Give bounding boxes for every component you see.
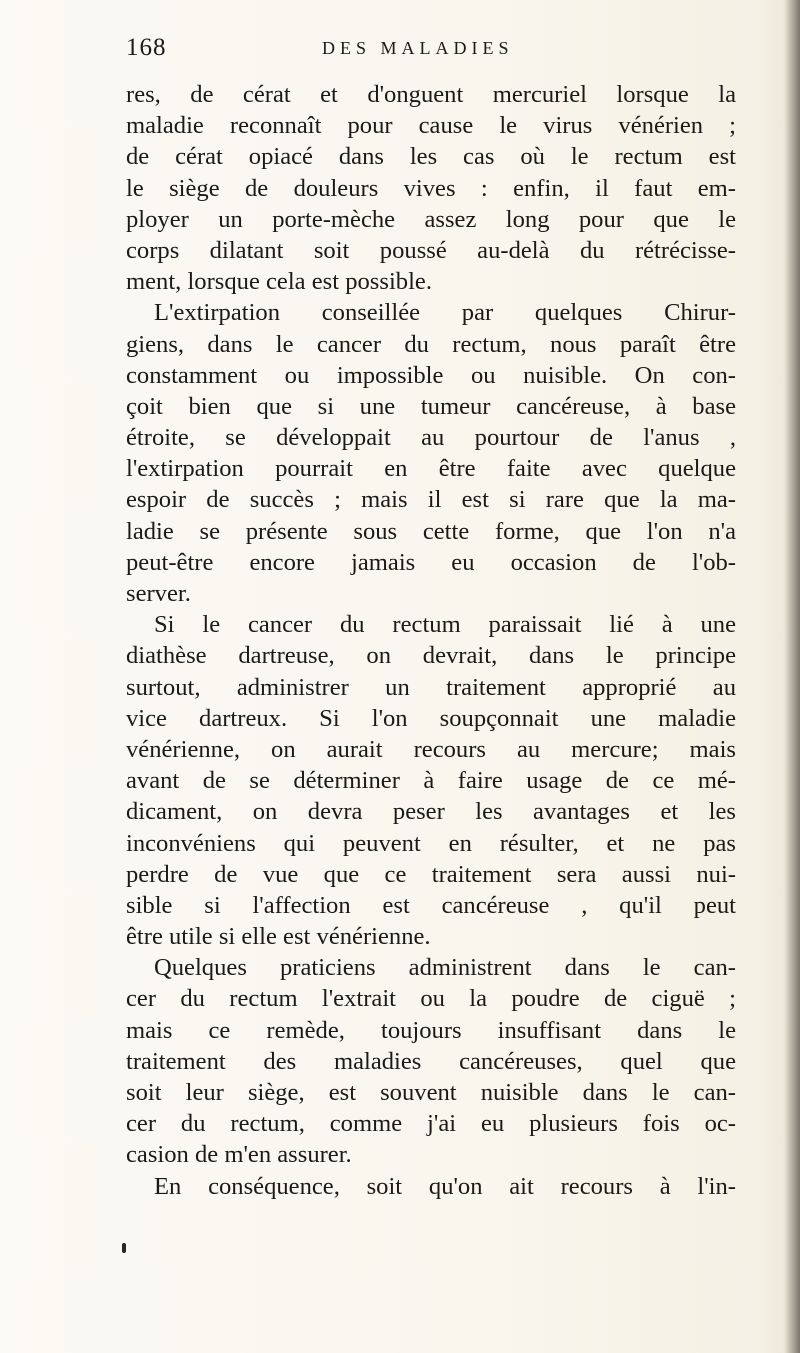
text-line: le siège de douleurs vives : enfin, il faut em- xyxy=(126,174,736,202)
text-line: çoit bien que si une tumeur cancéreuse, à base xyxy=(126,392,736,420)
text-line: avant de se déterminer à faire usage de ce mé- xyxy=(126,767,736,795)
text-line: de cérat opiacé dans les cas où le rectum est xyxy=(126,143,736,171)
ink-speck xyxy=(122,1243,126,1253)
text-line: sible si l'affection est cancéreuse , qu'il peut xyxy=(126,891,736,919)
text-line: ment, lorsque cela est possible. xyxy=(126,268,432,296)
text-line: Si le cancer du rectum paraissait lié à une xyxy=(154,611,736,639)
text-line: inconvéniens qui peuvent en résulter, et ne pas xyxy=(126,829,736,857)
page-number: 168 xyxy=(126,34,167,61)
text-line: soit leur siège, est souvent nuisible dans le can- xyxy=(126,1079,736,1106)
text-line: En conséquence, soit qu'on ait recours à l'in- xyxy=(154,1172,736,1200)
text-line: l'extirpation pourrait en être faite avec quelque xyxy=(126,455,736,483)
text-line: dicament, on devra peser les avantages et les xyxy=(126,798,736,826)
text-line: server. xyxy=(126,580,191,607)
text-line: giens, dans le cancer du rectum, nous paraît être xyxy=(126,330,736,358)
text-line: ployer un porte-mèche assez long pour que le xyxy=(126,205,736,233)
text-line: constamment ou impossible ou nuisible. On con- xyxy=(126,361,736,389)
text-line: maladie reconnaît pour cause le virus vénérien ; xyxy=(126,112,736,140)
text-line: res, de cérat et d'onguent mercuriel lorsque la xyxy=(126,81,736,108)
page-header xyxy=(126,34,736,74)
text-line: ladie se présente sous cette forme, que l'on n'a xyxy=(126,517,736,545)
text-line: vice dartreux. Si l'on soupçonnait une maladie xyxy=(126,704,736,732)
body-text xyxy=(126,79,736,1202)
text-line: traitement des maladies cancéreuses, quel que xyxy=(126,1047,736,1075)
text-line: peut-être encore jamais eu occasion de l'ob- xyxy=(126,548,736,576)
text-line: diathèse dartreuse, on devrait, dans le principe xyxy=(126,642,736,670)
text-line: cer du rectum, comme j'ai eu plusieurs fois oc- xyxy=(126,1110,736,1138)
page-edge-shadow xyxy=(784,0,800,1353)
text-line: être utile si elle est vénérienne. xyxy=(126,923,431,951)
text-line: étroite, se développait au pourtour de l'anus , xyxy=(126,424,736,452)
text-line: espoir de succès ; mais il est si rare que la ma- xyxy=(126,486,736,514)
text-line: casion de m'en assurer. xyxy=(126,1141,352,1169)
text-line: vénérienne, on aurait recours au mercure; mais xyxy=(126,735,736,763)
text-line: surtout, administrer un traitement approprié au xyxy=(126,673,736,701)
text-line: corps dilatant soit poussé au-delà du rétrécisse- xyxy=(126,236,736,264)
text-line: mais ce remède, toujours insuffisant dans le xyxy=(126,1016,736,1044)
text-line: Quelques praticiens administrent dans le can- xyxy=(154,954,736,982)
text-line: L'extirpation conseillée par quelques Chirur- xyxy=(154,299,736,327)
text-line: cer du rectum l'extrait ou la poudre de ciguë ; xyxy=(126,985,736,1013)
running-head: DES MALADIES xyxy=(322,38,514,58)
text-line: perdre de vue que ce traitement sera aussi nui- xyxy=(126,860,736,888)
